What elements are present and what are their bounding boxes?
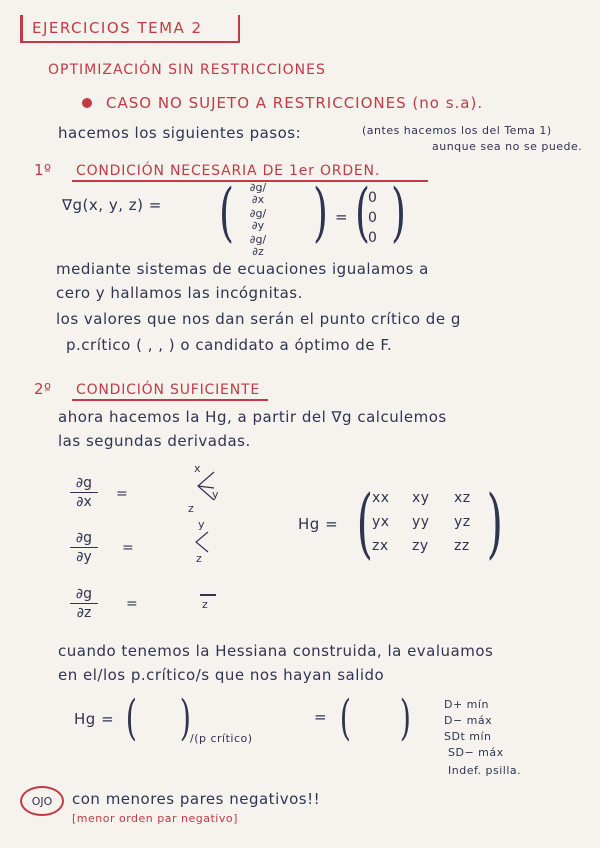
hess-cell: zy — [412, 538, 429, 554]
zero-paren-left: ( — [354, 176, 370, 250]
gradient-label: ∇g(x, y, z) = — [62, 196, 162, 214]
hessian-label: Hg = — [298, 515, 339, 533]
p1-line-3: los valores que nos dan serán el punto crítico de g — [56, 310, 461, 328]
deriv-y-eq: = — [122, 540, 135, 556]
grad-paren-left: ( — [218, 176, 234, 250]
result-item: D− máx — [444, 714, 493, 727]
zero-entry: 0 — [368, 210, 378, 226]
hess-eval-label: Hg = — [74, 710, 115, 728]
hessian-paren-left: ( — [356, 478, 373, 567]
ojo-circle — [20, 786, 64, 816]
cond1-heading: CONDICIÓN NECESARIA DE 1er ORDEN. — [76, 163, 381, 179]
cond2-heading: CONDICIÓN SUFICIENTE — [76, 382, 260, 398]
tree-x-bot: z — [188, 502, 195, 515]
deriv-z: ∂g ∂z — [70, 586, 98, 621]
p2-line-1: ahora hacemos la Hg, a partir del ∇g calculemos — [58, 408, 447, 426]
zero-entry: 0 — [368, 190, 378, 206]
hessian-paren-right: ) — [486, 478, 503, 567]
cond2-number: 2º — [34, 380, 52, 398]
deriv-x: ∂g ∂x — [70, 475, 98, 510]
result-item: D+ mín — [444, 698, 489, 711]
hess-cell: zz — [454, 538, 470, 554]
p1-line-1: mediante sistemas de ecuaciones igualamos a — [56, 260, 429, 278]
p1-line-2: cero y hallamos las incógnitas. — [56, 284, 303, 302]
grad-equals: = — [335, 208, 349, 226]
deriv-y: ∂g ∂y — [70, 530, 98, 565]
note-line-2: [menor orden par negativo] — [72, 812, 238, 825]
grad-entry-z: ∂g/∂z — [249, 233, 267, 258]
grad-entry-y: ∂g/∂y — [249, 207, 267, 232]
caso-heading: CASO NO SUJETO A RESTRICCIONES (no s.a). — [106, 94, 484, 112]
cond1-number: 1º — [34, 161, 52, 179]
zero-entry: 0 — [368, 230, 378, 246]
note-line-1: con menores pares negativos!! — [72, 790, 321, 808]
hess-eval-equals: = — [314, 708, 328, 726]
result-item: SD− máx — [448, 746, 504, 759]
result-paren-left: ( — [339, 690, 351, 746]
hess-cell: yx — [372, 514, 390, 530]
hess-cell: zx — [372, 538, 389, 554]
hess-cell: yz — [454, 514, 471, 530]
pasos-line: hacemos los siguientes pasos: — [58, 124, 302, 142]
pasos-note-2: aunque sea no se puede. — [432, 140, 583, 153]
hess-cell: xz — [454, 490, 471, 506]
deriv-x-eq: = — [116, 486, 129, 502]
ojo-text: OJO — [31, 794, 53, 808]
result-item: Indef. psilla. — [448, 764, 522, 777]
hess-cell: xy — [412, 490, 430, 506]
result-item: SDt mín — [444, 730, 492, 743]
tree-y-bot: z — [196, 552, 203, 565]
tree-branch-x — [192, 470, 218, 504]
bullet-dot — [82, 98, 92, 108]
p1-line-4: p.crítico ( , , ) o candidato a óptimo de F. — [66, 336, 393, 354]
grad-entry-x: ∂g/∂x — [249, 181, 267, 206]
tree-x-top: x — [194, 462, 202, 475]
hess-eval-paren-left: ( — [125, 690, 137, 746]
tree-z-line — [200, 594, 216, 596]
deriv-z-eq: = — [126, 596, 139, 612]
p3-line-1: cuando tenemos la Hessiana construida, la evaluamos — [58, 642, 494, 660]
zero-paren-right: ) — [390, 176, 406, 250]
pasos-note: (antes hacemos los del Tema 1) — [362, 124, 552, 137]
tree-z-bot: z — [202, 598, 209, 611]
page-title: EJERCICIOS TEMA 2 — [32, 19, 203, 37]
p2-line-2: las segundas derivadas. — [58, 432, 251, 450]
cond2-underline — [72, 399, 268, 401]
hess-cell: xx — [372, 490, 390, 506]
section-subtitle: OPTIMIZACIÓN SIN RESTRICCIONES — [48, 62, 326, 78]
grad-paren-right: ) — [312, 176, 328, 250]
p3-line-2: en el/los p.crítico/s que nos hayan salido — [58, 666, 385, 684]
hess-cell: yy — [412, 514, 430, 530]
tree-y-top: y — [198, 518, 206, 531]
tree-branch-y — [192, 530, 216, 554]
result-paren-right: ) — [399, 690, 411, 746]
tree-x-mid: y — [212, 488, 220, 501]
hess-eval-subscript: /(p crítico) — [190, 732, 253, 745]
hess-eval-paren-right: ) — [179, 690, 191, 746]
